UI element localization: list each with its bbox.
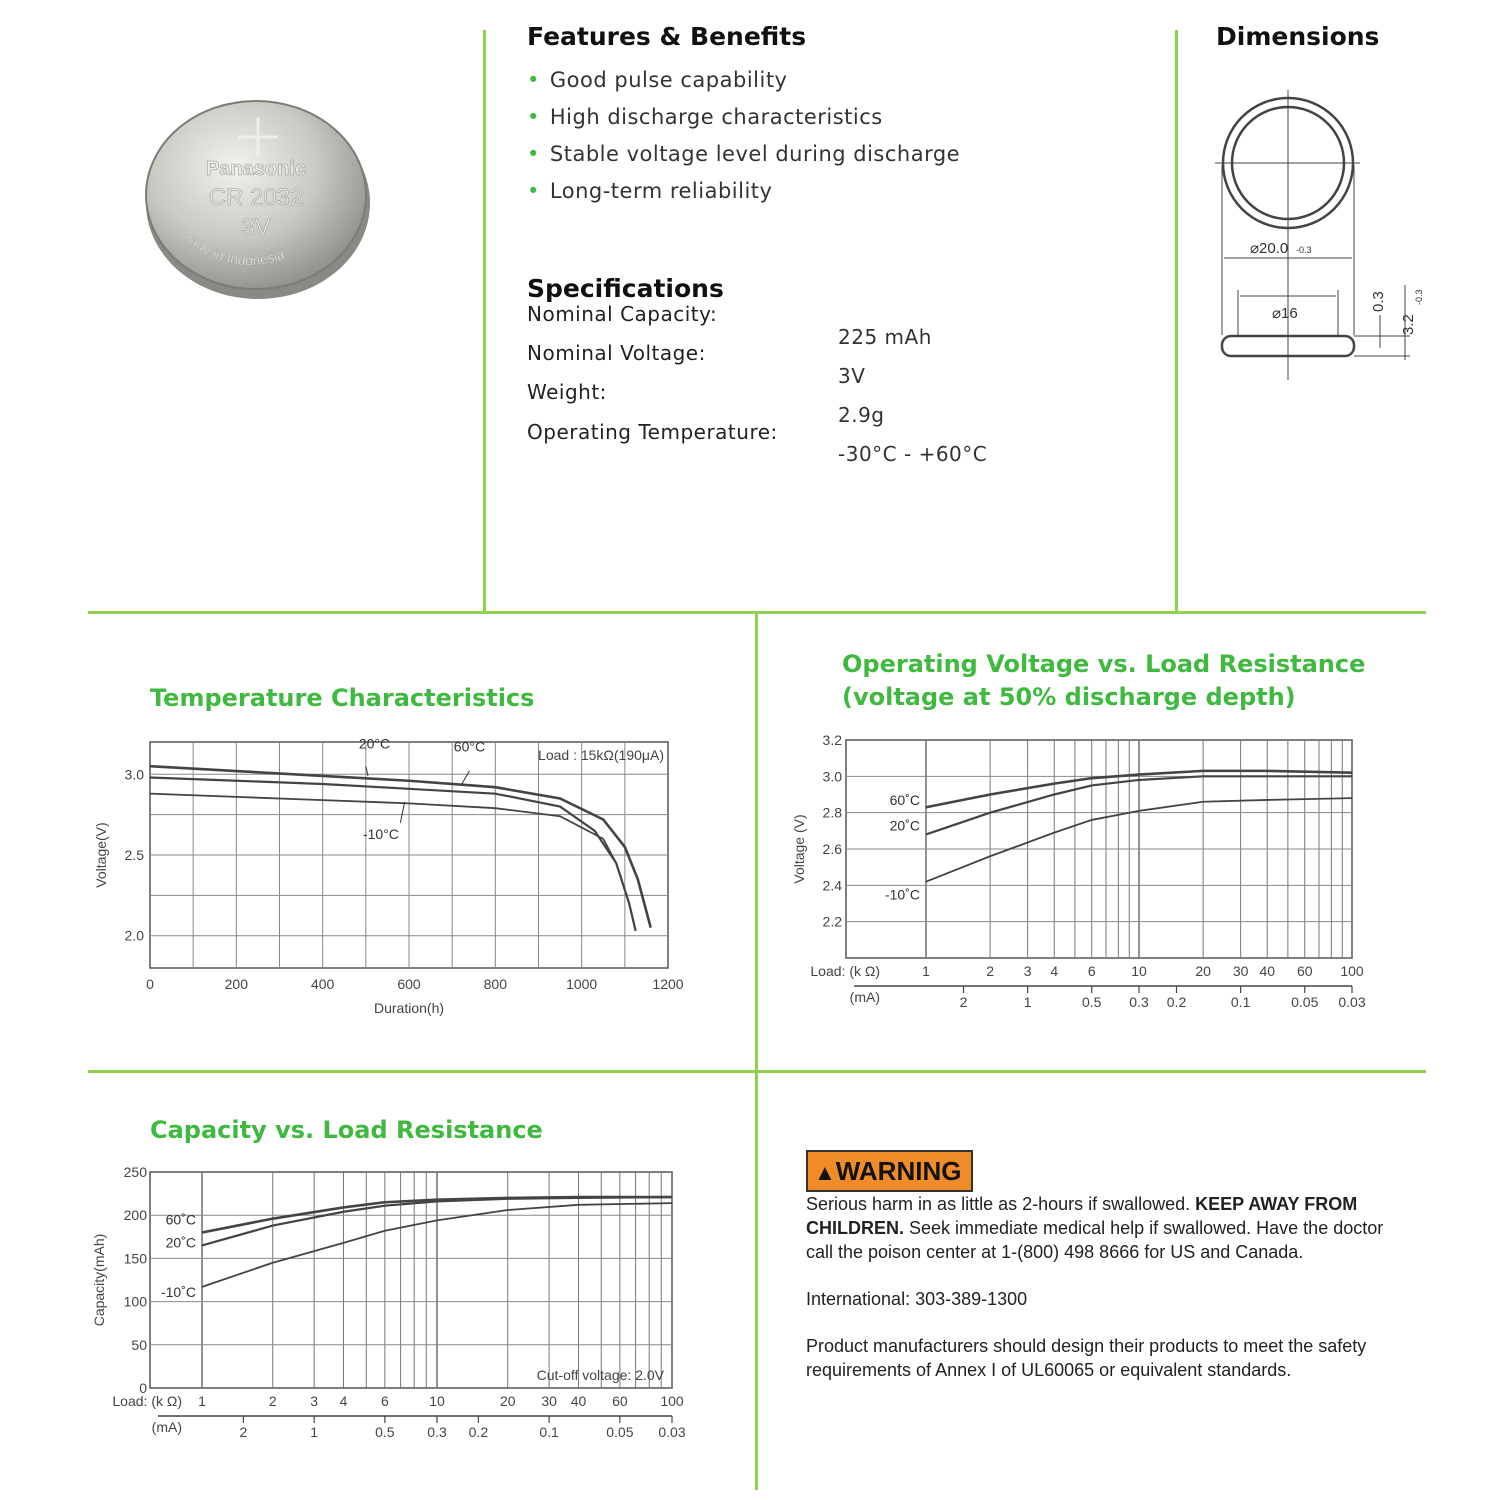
x-tick-label: 6 xyxy=(380,1393,389,1409)
x-axis-label: Duration(h) xyxy=(373,1000,445,1016)
series-label: 20˚C xyxy=(165,1234,196,1251)
y-tick-label: 3.0 xyxy=(822,768,842,785)
x2-tick-label: 0.5 xyxy=(1082,994,1102,1010)
x-tick-label: 20 xyxy=(1195,963,1211,979)
x-tick-label: 200 xyxy=(224,976,249,992)
x-axis-label: Load: (k Ω) xyxy=(810,963,880,979)
y-tick-label: 250 xyxy=(123,1164,147,1180)
chart2-subtitle: (voltage at 50% discharge depth) xyxy=(842,683,1296,711)
spec-label-weight: Weight: xyxy=(527,380,607,404)
warning-international: International: 303-389-1300 xyxy=(806,1289,1028,1309)
battery-model: CR 2032 xyxy=(208,184,304,211)
chart-annotation: Cut-off voltage: 2.0V xyxy=(536,1367,664,1383)
x-tick-label: 3 xyxy=(1023,963,1032,979)
x-tick-label: 1 xyxy=(198,1393,206,1409)
dimensions-title: Dimensions xyxy=(1216,22,1380,51)
spec-value-capacity: 225 mAh xyxy=(838,325,932,349)
x-tick-label: 1200 xyxy=(652,976,684,992)
battery-origin: Made in Indonesia xyxy=(178,225,287,269)
y-axis-label: Voltage(V) xyxy=(93,822,109,888)
dim-outer-diameter: ⌀20.0 xyxy=(1250,240,1289,257)
x-tick-label: 30 xyxy=(1232,963,1249,979)
x2-tick-label: 0.5 xyxy=(375,1424,395,1440)
series-label: 60˚C xyxy=(165,1211,196,1228)
x2-axis-label: (mA) xyxy=(849,989,880,1005)
x-tick-label: 30 xyxy=(541,1393,557,1409)
y-tick-label: 2.5 xyxy=(124,847,144,863)
dim-outer-tolerance: -0.3 xyxy=(1296,245,1312,255)
y-tick-label: 200 xyxy=(123,1207,147,1224)
dim-thickness: 3.2 xyxy=(1400,314,1417,335)
spec-label-temperature: Operating Temperature: xyxy=(527,420,778,444)
specifications-title: Specifications xyxy=(527,274,724,303)
y-tick-label: 100 xyxy=(123,1293,147,1310)
spec-label-voltage: Nominal Voltage: xyxy=(527,341,706,365)
x-tick-label: 2 xyxy=(986,963,995,979)
x-tick-label: 4 xyxy=(1050,963,1059,979)
feature-item: • Stable voltage level during discharge xyxy=(527,142,961,166)
feature-item: • Long-term reliability xyxy=(527,179,773,203)
y-tick-label: 2.0 xyxy=(124,927,144,944)
x2-tick-label: 0.2 xyxy=(1166,994,1187,1010)
chart3-title: Capacity vs. Load Resistance xyxy=(150,1116,543,1144)
x2-tick-label: 0.03 xyxy=(1338,994,1366,1010)
series-label: -10˚C xyxy=(884,886,920,903)
battery-brand: Panasonic xyxy=(205,158,307,180)
x-tick-label: 6 xyxy=(1087,963,1096,979)
x-axis-label: Load: (k Ω) xyxy=(112,1393,182,1409)
x2-tick-label: 0.3 xyxy=(1129,994,1149,1010)
series-label: -10˚C xyxy=(160,1283,196,1300)
x-tick-label: 2 xyxy=(268,1393,277,1409)
y-axis-label: Voltage (V) xyxy=(791,814,807,884)
features-title: Features & Benefits xyxy=(527,22,807,51)
spec-value-weight: 2.9g xyxy=(838,403,885,427)
chart-annotation: Load : 15kΩ(190μA) xyxy=(538,747,664,763)
series-label: 20˚C xyxy=(889,817,920,834)
x2-tick-label: 1 xyxy=(310,1424,319,1440)
x2-tick-label: 1 xyxy=(1023,994,1032,1010)
x-tick-label: 100 xyxy=(660,1393,684,1409)
x-tick-label: 800 xyxy=(483,976,508,992)
chart1-title: Temperature Characteristics xyxy=(150,684,535,712)
series-label: 20°C xyxy=(358,735,391,752)
warning-keep-away: KEEP AWAY FROM CHILDREN. xyxy=(806,1194,1358,1238)
x2-tick-label: 0.1 xyxy=(1230,994,1251,1010)
x-tick-label: 3 xyxy=(310,1393,319,1409)
x-tick-label: 60 xyxy=(612,1393,628,1409)
y-tick-label: 50 xyxy=(131,1336,147,1353)
x-tick-label: 40 xyxy=(570,1393,587,1409)
x2-tick-label: 2 xyxy=(959,994,968,1010)
x2-tick-label: 2 xyxy=(239,1424,248,1440)
x-tick-label: 4 xyxy=(339,1393,348,1409)
series-label: 60˚C xyxy=(889,792,920,809)
warning-text: Serious harm in as little as 2-hours if swallowed. KEEP AWAY FROM CHILDREN. Seek immediate medical help if swallowed. Have the doctor call the poison center at 1-(800) 498 8666 for US and Canada. xyxy=(806,1194,1384,1262)
battery-voltage: 3V xyxy=(241,214,271,241)
feature-item: • Good pulse capability xyxy=(527,68,788,92)
y-tick-label: 3.2 xyxy=(822,732,842,748)
y-tick-label: 2.2 xyxy=(822,913,842,930)
x-tick-label: 1 xyxy=(922,963,930,979)
dim-thickness-tolerance: -0.3 xyxy=(1414,289,1424,305)
dim-inner-diameter: ⌀16 xyxy=(1272,305,1298,322)
spec-value-temperature: -30°C - +60°C xyxy=(838,442,988,466)
chart2-title: Operating Voltage vs. Load Resistance xyxy=(842,650,1366,678)
x-tick-label: 0 xyxy=(146,976,154,992)
x-tick-label: 40 xyxy=(1259,963,1276,979)
x2-tick-label: 0.3 xyxy=(427,1424,447,1440)
series-label: -10°C xyxy=(362,825,399,842)
series-label: 60°C xyxy=(453,738,486,755)
x-tick-label: 20 xyxy=(499,1393,516,1409)
x2-tick-label: 0.2 xyxy=(468,1424,489,1440)
spec-label-capacity: Nominal Capacity: xyxy=(527,302,718,326)
x-tick-label: 10 xyxy=(429,1393,445,1409)
spec-value-voltage: 3V xyxy=(838,364,866,388)
x2-tick-label: 0.05 xyxy=(606,1424,634,1440)
x2-tick-label: 0.1 xyxy=(539,1424,559,1440)
x2-tick-label: 0.05 xyxy=(1291,994,1319,1010)
y-tick-label: 2.4 xyxy=(822,877,842,894)
x2-tick-label: 0.03 xyxy=(658,1424,686,1440)
x-tick-label: 100 xyxy=(1340,963,1364,979)
feature-item: • High discharge characteristics xyxy=(527,105,883,129)
x-tick-label: 60 xyxy=(1296,963,1313,979)
y-axis-label: Capacity(mAh) xyxy=(91,1233,107,1327)
warning-standards: Product manufacturers should design their products to meet the safety requirements of Annex I of UL60065 or equivalent standards. xyxy=(806,1336,1367,1380)
x2-axis-label: (mA) xyxy=(151,1419,182,1435)
y-tick-label: 2.8 xyxy=(822,804,842,821)
warning-triangle-icon: ▲ xyxy=(814,1160,836,1185)
y-tick-label: 150 xyxy=(123,1250,147,1267)
x-tick-label: 1000 xyxy=(566,976,598,992)
warning-badge: ▲WARNING xyxy=(806,1150,973,1192)
y-tick-label: 2.6 xyxy=(822,841,842,857)
dim-top-step: 0.3 xyxy=(1370,291,1387,312)
y-tick-label: 3.0 xyxy=(124,766,144,783)
x-tick-label: 400 xyxy=(310,976,335,992)
y-tick-label: 0 xyxy=(139,1380,147,1396)
x-tick-label: 10 xyxy=(1131,963,1147,979)
x-tick-label: 600 xyxy=(397,976,421,992)
